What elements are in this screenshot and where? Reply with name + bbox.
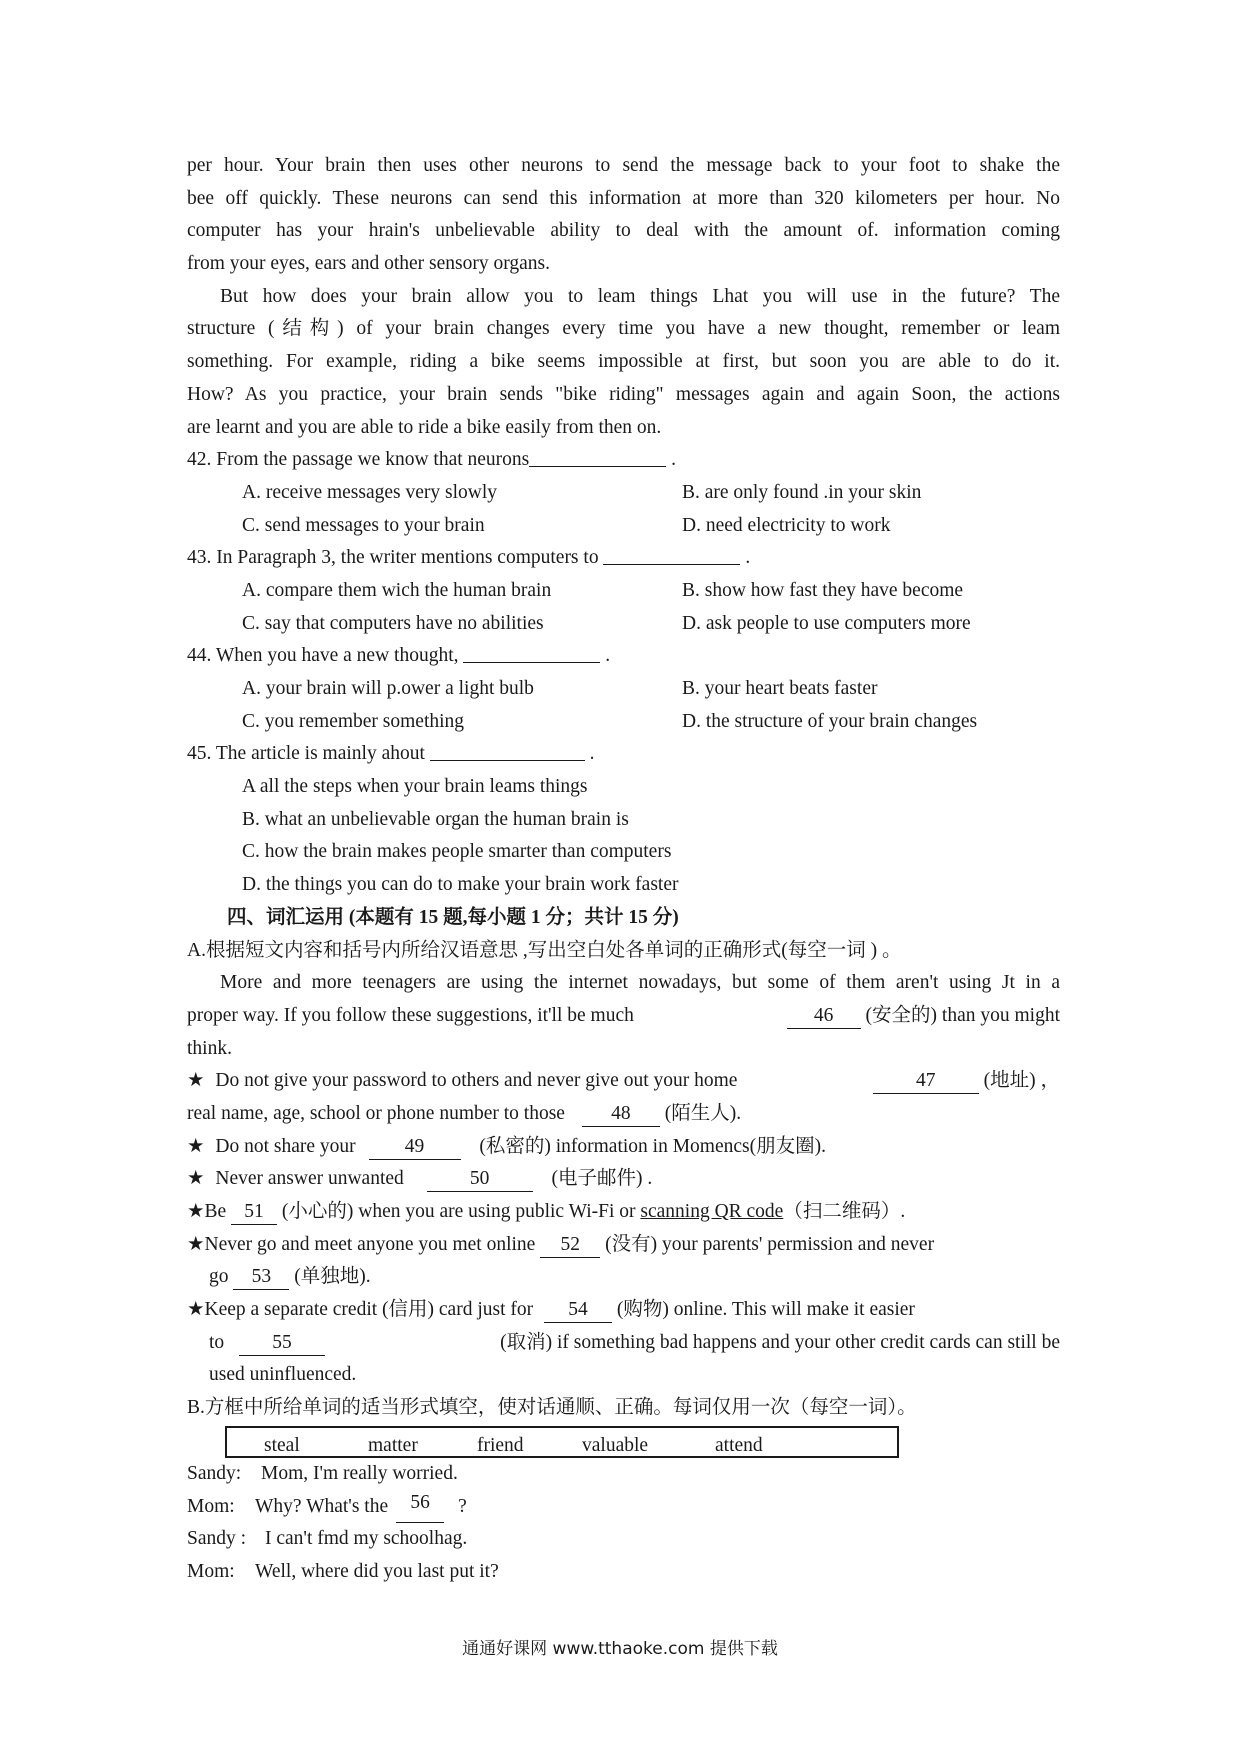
answer-blank[interactable] xyxy=(529,444,666,467)
part-a-instruction: A.根据短文内容和括号内所给汉语意思 ,写出空白处各单词的正确形式(每空一词 ) 。 xyxy=(187,939,902,961)
star-icon: ★ xyxy=(187,1168,205,1190)
speaker: Sandy : xyxy=(187,1528,247,1550)
blank-hint: (陌生人). xyxy=(664,1102,742,1124)
passage-line-46 xyxy=(187,1000,1060,1033)
dialogue-line xyxy=(187,1556,1060,1589)
dialogue-text: I can't fmd my schoolhag. xyxy=(265,1528,468,1550)
option-d[interactable]: D. the structure of your brain changes xyxy=(682,710,978,732)
question-end: . xyxy=(745,547,751,569)
tip-2 xyxy=(187,1131,1060,1164)
option-b[interactable]: B. what an unbelievable organ the human brain is xyxy=(242,808,629,830)
option-a[interactable]: A. receive messages very slowly xyxy=(242,481,498,503)
page-footer: 通通好课网 www.tthaoke.com 提供下载 xyxy=(462,1639,778,1659)
question-end: . xyxy=(605,645,611,667)
tip-text: to xyxy=(209,1331,225,1353)
dialogue-text: Why? What's the xyxy=(255,1495,389,1517)
tip-text: Never go and meet anyone you met online xyxy=(204,1233,536,1255)
blank-46[interactable]: 46 xyxy=(787,1004,861,1029)
blank-47[interactable]: 47 xyxy=(873,1069,979,1094)
tip-text: used uninfluenced. xyxy=(209,1364,357,1386)
blank-hint: (单独地). xyxy=(294,1266,371,1288)
passage-line: bee off quickly. These neurons can send this information at more than 320 kilometers per hour. No xyxy=(187,187,1060,209)
blank-48[interactable]: 48 xyxy=(582,1102,660,1127)
question-end: . xyxy=(589,743,595,765)
option-c[interactable]: C. you remember something xyxy=(242,710,465,732)
part-b-instruction: B.方框中所给单词的适当形式填空，使对话通顺、正确。每词仅用一次（每空一词）。 xyxy=(187,1397,917,1419)
tip-3 xyxy=(187,1163,1060,1196)
passage-line: think. xyxy=(187,1037,232,1059)
blank-hint: (电子邮件) . xyxy=(551,1168,653,1190)
speaker: Mom: xyxy=(187,1495,235,1517)
question-stem: 42. From the passage we know that neurons xyxy=(187,449,530,471)
passage-line: But how does your brain allow you to leam things Lhat you will use in the future? The xyxy=(220,285,1060,307)
answer-blank[interactable] xyxy=(463,640,600,663)
option-d[interactable]: D. ask people to use computers more xyxy=(682,612,971,634)
question-43 xyxy=(187,542,1060,575)
option-b[interactable]: B. your heart beats faster xyxy=(682,678,878,699)
option-c[interactable]: C. how the brain makes people smarter than computers xyxy=(242,841,672,863)
question-end: . xyxy=(671,449,677,471)
blank-53[interactable]: 53 xyxy=(233,1265,289,1290)
tip-text: Be xyxy=(204,1201,227,1222)
question-stem: 45. The article is mainly ahout xyxy=(187,743,425,765)
option-row xyxy=(187,575,1060,608)
word-box-item: matter xyxy=(368,1434,418,1456)
option-row xyxy=(187,510,1060,543)
word-box xyxy=(225,1426,899,1458)
passage-line: from your eyes, ears and other sensory organs. xyxy=(187,253,550,275)
star-icon: ★ xyxy=(187,1299,205,1321)
option-a[interactable]: A. compare them wich the human brain xyxy=(242,579,552,601)
option-row xyxy=(187,477,1060,510)
star-icon: ★ xyxy=(187,1135,205,1157)
answer-blank[interactable] xyxy=(603,542,740,565)
passage-text: proper way. If you follow these suggestions, it'll be much xyxy=(187,1004,634,1026)
option-d[interactable]: D. need electricity to work xyxy=(682,514,891,536)
blank-hint: (安全的) than you might xyxy=(865,1004,1060,1026)
speaker: Mom: xyxy=(187,1560,235,1582)
blank-hint: (购物) online. This will make it easier xyxy=(616,1299,915,1321)
blank-52[interactable]: 52 xyxy=(540,1233,600,1258)
blank-hint: （扫二维码）. xyxy=(783,1201,906,1222)
option-c[interactable]: C. send messages to your brain xyxy=(242,514,485,536)
tip-1-cont xyxy=(187,1098,1060,1131)
answer-blank[interactable] xyxy=(430,738,585,761)
page-content xyxy=(187,150,1060,1589)
dialogue-text: Well, where did you last put it? xyxy=(255,1560,499,1582)
blank-hint: (没有) your parents' permission and never xyxy=(605,1233,935,1255)
passage-line: are learnt and you are able to ride a bike easily from then on. xyxy=(187,416,662,438)
dialogue-line xyxy=(187,1523,1060,1556)
blank-50[interactable]: 50 xyxy=(427,1167,533,1192)
dialogue-text: Mom, I'm really worried. xyxy=(261,1462,458,1484)
tip-text: Do not share your xyxy=(215,1135,356,1157)
option-a[interactable]: A. your brain will p.ower a light bulb xyxy=(242,678,534,699)
tip-text: Do not give your password to others and never give out your home xyxy=(215,1070,738,1092)
question-44 xyxy=(187,640,1060,673)
section-title: 四、词汇运用 (本题有 15 题,每小题 1 分；共计 15 分) xyxy=(227,906,679,928)
question-stem: 44. When you have a new thought, xyxy=(187,645,459,667)
tip-6-cont xyxy=(187,1327,1060,1360)
tip-5-cont xyxy=(187,1261,1060,1294)
tip-text: real name, age, school or phone number to those xyxy=(187,1102,565,1124)
passage-line: structure (结构) of your brain changes every time you have a new thought, remember or leam xyxy=(187,318,1060,340)
question-stem: 43. In Paragraph 3, the writer mentions computers to xyxy=(187,547,599,569)
option-d[interactable]: D. the things you can do to make your brain work faster xyxy=(242,874,679,896)
star-icon: ★ xyxy=(187,1233,205,1255)
tip-text: go xyxy=(209,1266,229,1288)
blank-51[interactable]: 51 xyxy=(231,1200,277,1225)
blank-54[interactable]: 54 xyxy=(544,1298,612,1323)
passage-line: something. For example, riding a bike seems impossible at first, but soon you are able to do it. xyxy=(187,351,1060,373)
question-42 xyxy=(187,444,1060,477)
blank-hint: (取消) if something bad happens and your other credit cards can still be xyxy=(500,1331,1060,1353)
blank-hint: (小心的) when you are using public Wi-Fi or xyxy=(281,1201,636,1222)
option-b[interactable]: B. are only found .in your skin xyxy=(682,481,922,503)
word-box-item: friend xyxy=(477,1434,524,1456)
tip-6 xyxy=(187,1294,1060,1327)
option-row xyxy=(187,706,1060,739)
word-box-item: valuable xyxy=(582,1434,649,1456)
dialogue-text: ? xyxy=(458,1495,467,1517)
tip-text: scanning QR code xyxy=(640,1201,784,1222)
blank-hint: (地址) ， xyxy=(983,1070,1060,1092)
tip-text: Never answer unwanted xyxy=(215,1168,404,1190)
passage-line: More and more teenagers are using the internet nowadays, but some of them aren't using Jt in a xyxy=(220,972,1060,994)
option-row xyxy=(187,673,1060,706)
passage-line: How? As you practice, your brain sends "bike riding" messages again and again Soon, the actions xyxy=(187,383,1060,405)
blank-56[interactable]: 56 xyxy=(396,1491,444,1524)
star-icon: ★ xyxy=(187,1070,205,1092)
tip-5 xyxy=(187,1229,1060,1262)
passage-line: computer has your hrain's unbelievable ability to deal with the amount of. information coming xyxy=(187,220,1060,242)
option-c[interactable]: C. say that computers have no abilities xyxy=(242,612,544,634)
blank-55[interactable]: 55 xyxy=(239,1331,325,1356)
option-a[interactable]: A all the steps when your brain leams things xyxy=(242,776,588,798)
tip-4 xyxy=(187,1196,1060,1229)
tip-1 xyxy=(187,1065,1060,1098)
speaker: Sandy: xyxy=(187,1462,242,1484)
dialogue-line xyxy=(187,1458,1060,1491)
star-icon: ★ xyxy=(187,1201,205,1222)
tip-text: Keep a separate credit (信用) card just for xyxy=(204,1299,534,1321)
word-box-item: steal xyxy=(264,1434,300,1456)
blank-49[interactable]: 49 xyxy=(369,1135,461,1160)
option-row xyxy=(187,608,1060,641)
option-b[interactable]: B. show how fast they have become xyxy=(682,579,964,601)
question-45 xyxy=(187,738,1060,771)
word-box-item: attend xyxy=(715,1434,763,1456)
dialogue-line xyxy=(187,1491,1060,1524)
blank-hint: (私密的) information in Momencs(朋友圈). xyxy=(479,1135,826,1157)
passage-line: per hour. Your brain then uses other neurons to send the message back to your foot to shake the xyxy=(187,155,1060,176)
